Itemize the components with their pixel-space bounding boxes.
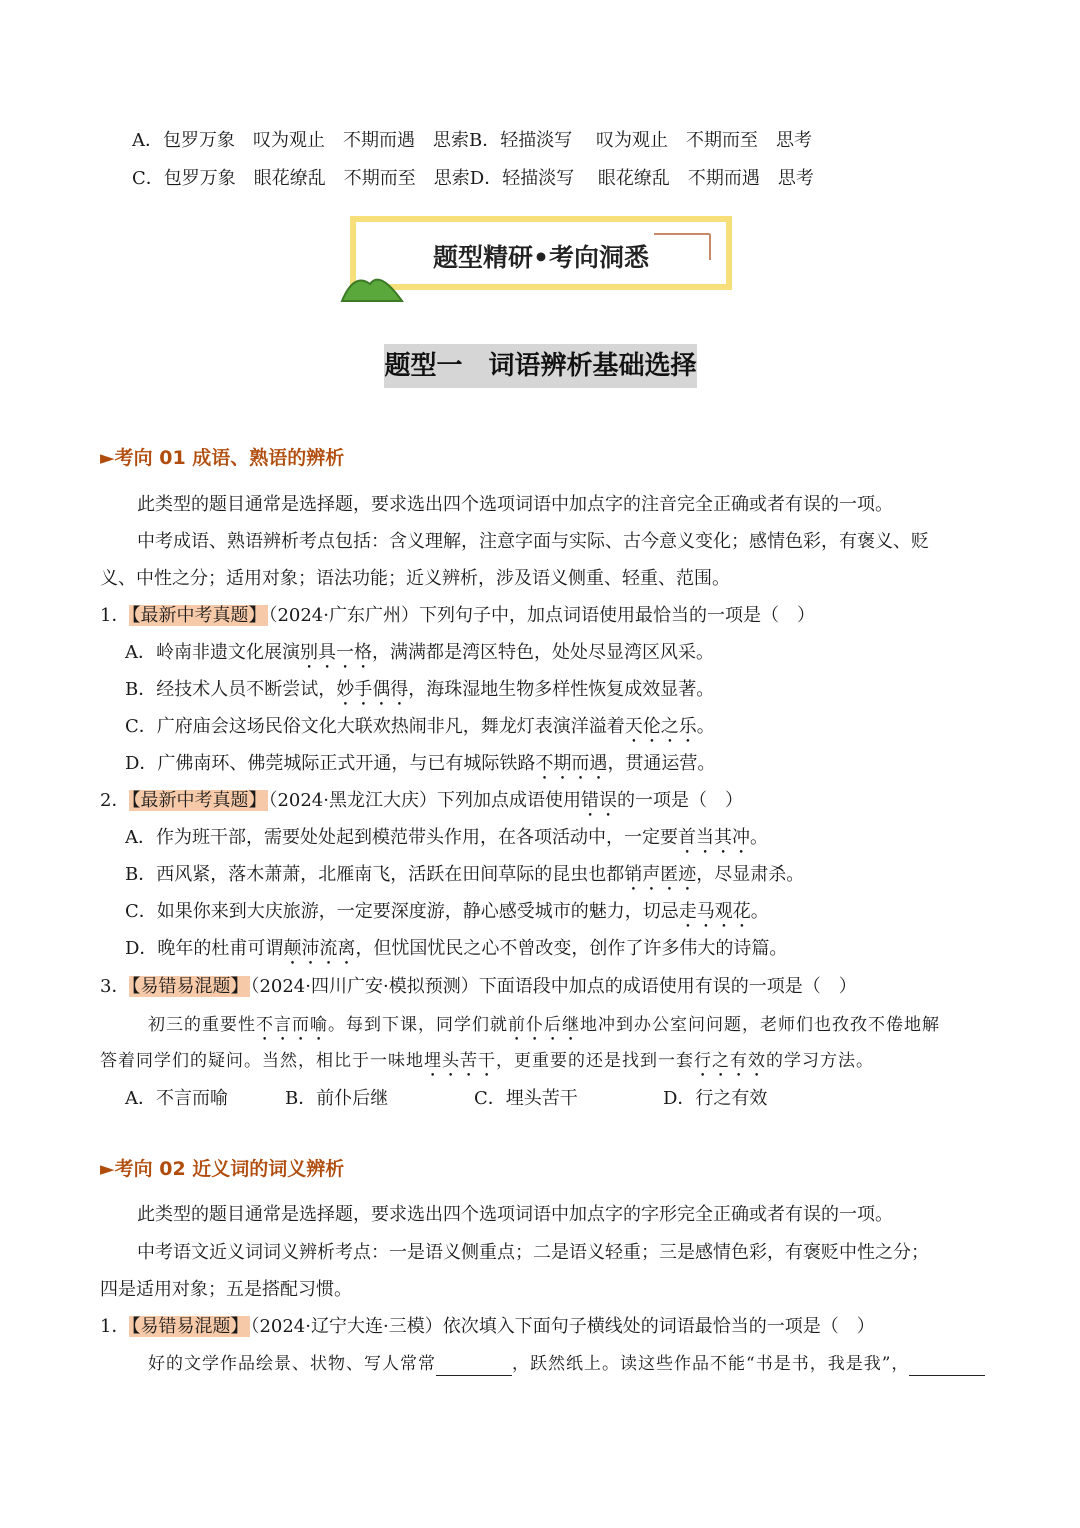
question-number: 1． — [100, 605, 130, 626]
section-banner — [350, 216, 732, 290]
fill-blank[interactable] — [909, 1357, 985, 1376]
question-number: 3． — [100, 976, 130, 997]
section1-intro-2a: 中考成语、熟语辨析考点包括：含义理解，注意字面与实际、古今意义变化；感情色彩，有褒义、贬 — [137, 531, 929, 552]
question-2-stem: 2． 【最新中考真题】 （2024·黑龙江大庆）下列加点成语使用错误的一项是（ ） — [100, 790, 743, 811]
top-options-row-1 — [132, 129, 812, 153]
banner-title: 题型精研•考向洞悉 — [433, 243, 649, 272]
hill-icon — [340, 268, 404, 302]
q3-options — [125, 1087, 767, 1111]
dotted-word: 别具一格 — [300, 642, 372, 663]
dotted-word: 不期而遇 — [535, 753, 608, 774]
section2-intro-2b: 四是适用对象；五是搭配习惯。 — [100, 1279, 352, 1300]
section2-q1-passage: 好的文学作品绘景、状物、写人常常 ，跃然纸上。读这些作品不能“书是书，我是我”， — [148, 1352, 985, 1376]
option-c: C．包罗万象 眼花缭乱 不期而至 思索 — [132, 168, 470, 189]
q1-option-c: C．广府庙会这场民俗文化大联欢热闹非凡，舞龙灯表演洋溢着天伦之乐。 — [125, 716, 715, 737]
q1-option-d: D．广佛南环、佛莞城际正式开通，与已有城际铁路不期而遇，贯通运营。 — [125, 753, 716, 774]
top-options-row-2 — [132, 167, 814, 191]
dotted-word: 颠沛流离 — [283, 938, 356, 959]
question-tag: 【易错易混题】 — [131, 976, 249, 997]
q3-option-c: C．埋头苦干 — [474, 1088, 578, 1109]
q3-passage-line-2: 答着同学们的疑问。当然，相比于一味地埋头苦干，更重要的还是找到一套行之有效的学习方法。 — [100, 1051, 874, 1071]
q2-option-a: A．作为班干部，需要处处起到模范带头作用，在各项活动中，一定要首当其冲。 — [125, 827, 768, 848]
question-1-stem — [100, 604, 815, 628]
q1-option-a: A．岭南非遗文化展演别具一格，满满都是湾区特色，处处尽显湾区风采。 — [125, 642, 714, 663]
section1-intro-2b: 义、中性之分；适用对象；语法功能；近义辨析，涉及语义侧重、轻重、范围。 — [100, 568, 730, 589]
question-tag: 【最新中考真题】 — [131, 605, 267, 626]
corner-line-icon — [654, 230, 714, 260]
dotted-word: 行之有效 — [694, 1051, 766, 1071]
dotted-word: 错误 — [580, 790, 617, 811]
dotted-word: 埋头苦干 — [424, 1051, 496, 1071]
dotted-word: 不言而喻 — [256, 1015, 328, 1035]
q2-option-b: B．西风紧，落木萧萧，北雁南飞，活跃在田间草际的昆虫也都销声匿迹，尽显肃杀。 — [125, 864, 805, 885]
q2-option-c: C．如果你来到大庆旅游，一定要深度游，静心感受城市的魅力，切忌走马观花。 — [125, 901, 769, 922]
dotted-word: 天伦之乐 — [624, 716, 697, 737]
question-3-stem: 3． 【易错易混题】 （2024·四川广安·模拟预测）下面语段中加点的成语使用有误的一项是（ ） — [100, 976, 857, 997]
question-text: （2024·广东广州）下列句子中，加点词语使用最恰当的一项是（ ） — [268, 605, 815, 626]
q3-option-a: A．不言而喻 — [125, 1088, 228, 1109]
q3-option-b: B．前仆后继 — [285, 1088, 389, 1109]
question-tag: 【易错易混题】 — [131, 1316, 249, 1337]
option-b: B．轻描淡写 叹为观止 不期而至 思考 — [469, 130, 812, 151]
section1-intro-1: 此类型的题目通常是选择题，要求选出四个选项词语中加点字的注音完全正确或者有误的一项。 — [137, 494, 893, 515]
dotted-word: 走马观花 — [678, 901, 751, 922]
section2-intro-1: 此类型的题目通常是选择题，要求选出四个选项词语中加点字的字形完全正确或者有误的一项。 — [137, 1204, 893, 1225]
section-heading-2: ►考向 02 近义词的词义辨析 — [100, 1158, 345, 1180]
q3-passage-line-1: 初三的重要性不言而喻。每到下课，同学们就前仆后继地冲到办公室问问题，老师们也孜孜不倦地解 — [148, 1015, 940, 1035]
q1-option-b: B．经技术人员不断尝试，妙手偶得，海珠湿地生物多样性恢复成效显著。 — [125, 679, 715, 700]
section2-intro-2a: 中考语文近义词词义辨析考点：一是语义侧重点；二是语义轻重；三是感情色彩，有褒贬中性之分； — [137, 1242, 929, 1263]
dotted-word: 首当其冲 — [678, 827, 750, 848]
type-title: 题型一 词语辨析基础选择 — [384, 344, 697, 388]
q2-option-d: D．晚年的杜甫可谓颠沛流离，但忧国忧民之心不曾改变，创作了许多伟大的诗篇。 — [125, 938, 788, 959]
dotted-word: 销声匿迹 — [624, 864, 697, 885]
q3-option-d: D．行之有效 — [663, 1088, 768, 1109]
section2-question-1-stem: 1． 【易错易混题】 （2024·辽宁大连·三模）依次填入下面句子横线处的词语最恰当的一项是（ ） — [100, 1316, 875, 1337]
fill-blank[interactable] — [436, 1357, 512, 1376]
question-number: 2． — [100, 790, 130, 811]
section-heading-1: ►考向 01 成语、熟语的辨析 — [100, 447, 345, 469]
dotted-word: 妙手偶得 — [336, 679, 409, 700]
question-number: 1． — [100, 1316, 130, 1337]
option-a: A．包罗万象 叹为观止 不期而遇 思索 — [132, 130, 469, 151]
option-d: D．轻描淡写 眼花缭乱 不期而遇 思考 — [469, 168, 814, 189]
question-tag: 【最新中考真题】 — [131, 790, 267, 811]
dotted-word: 前仆后继 — [508, 1015, 580, 1035]
